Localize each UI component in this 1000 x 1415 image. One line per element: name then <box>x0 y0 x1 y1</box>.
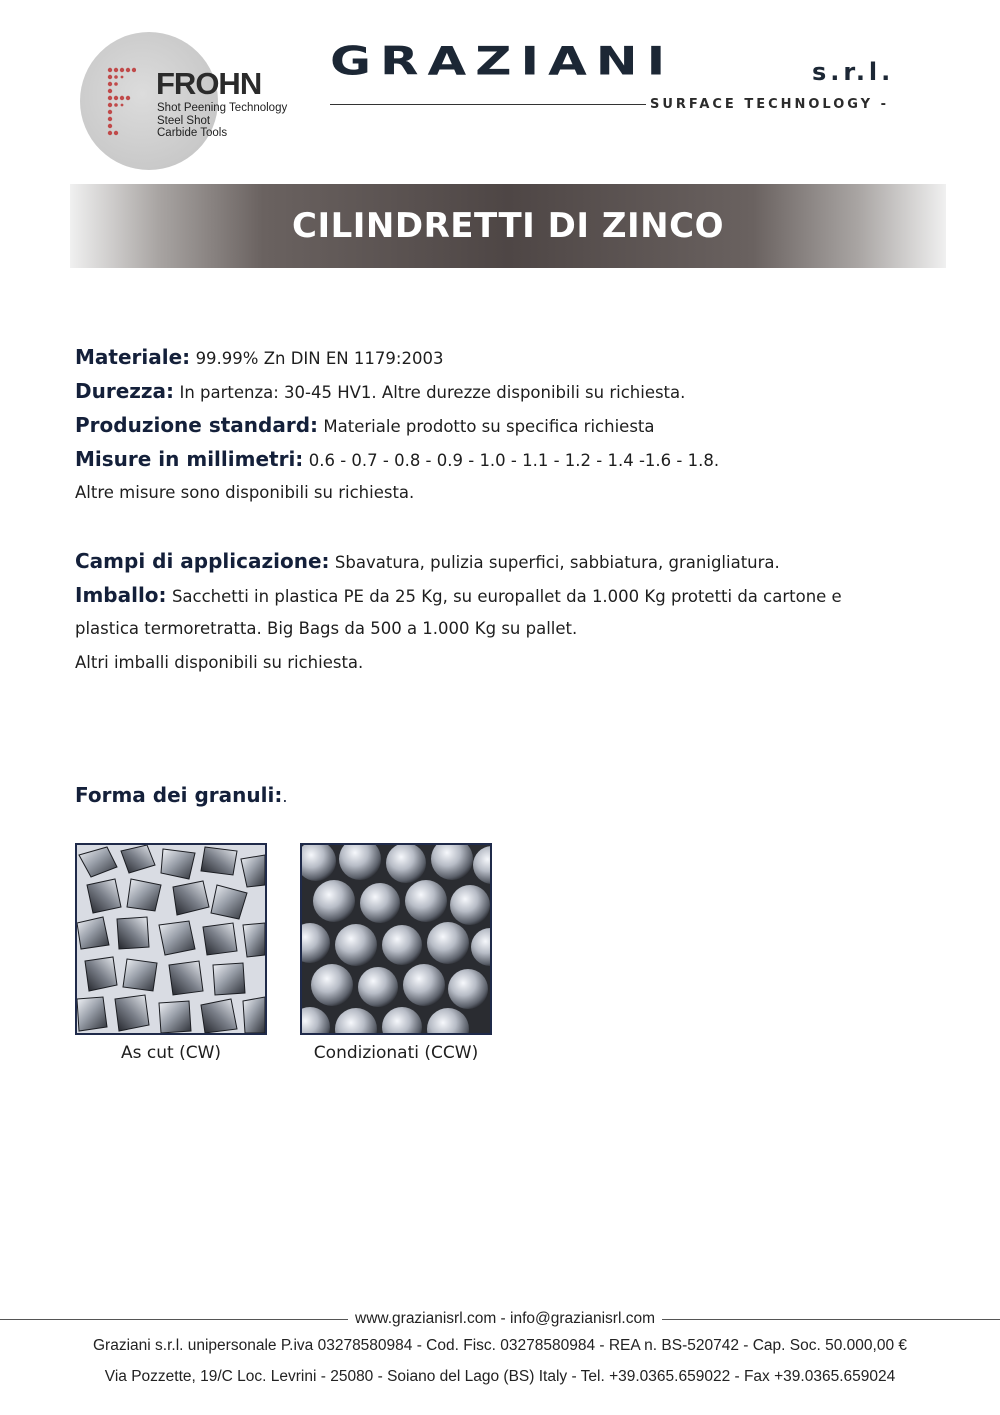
page-title: CILINDRETTI DI ZINCO <box>292 206 724 246</box>
frohn-brand-name: FROHN <box>156 66 262 101</box>
as-cut-image <box>75 843 267 1035</box>
specs-section <box>75 340 955 680</box>
frohn-f-dots-icon <box>106 66 136 138</box>
spec-imballo <box>75 578 955 612</box>
graziani-logo <box>330 38 940 118</box>
forma-label: Forma dei granuli: <box>75 783 283 807</box>
footer-rule-left <box>0 1319 348 1320</box>
spec-value: 99.99% Zn DIN EN 1179:2003 <box>195 349 444 368</box>
spec-value: Sbavatura, pulizia superfici, sabbiatura, granigliatura. <box>334 553 780 572</box>
forma-heading <box>75 778 287 814</box>
spec-label: Campi di applicazione: <box>75 549 330 573</box>
spec-note: Altri imballi disponibili su richiesta. <box>75 653 364 672</box>
as-cut-caption: As cut (CW) <box>120 1043 222 1063</box>
spec-label: Produzione standard: <box>75 413 319 437</box>
spec-imballo-note <box>75 646 955 680</box>
spec-imballo-cont <box>75 612 955 646</box>
footer-address: Via Pozzette, 19/C Loc. Levrini - 25080 - Soiano del Lago (BS) Italy - Tel. +39.0365.659022 - Fax +39.0365.659024 <box>104 1368 896 1385</box>
forma-suffix: . <box>282 787 288 806</box>
graziani-rule <box>330 104 646 105</box>
spec-misure-note <box>75 476 955 510</box>
as-cut-cylinders-image <box>77 845 265 1033</box>
spec-value: 0.6 - 0.7 - 0.8 - 0.9 - 1.0 - 1.1 - 1.2 - 1.4 -1.6 - 1.8. <box>308 451 720 470</box>
spec-misure <box>75 442 955 476</box>
graziani-srl: s.r.l. <box>812 58 895 86</box>
title-banner <box>70 184 946 268</box>
spec-label: Imballo: <box>75 583 167 607</box>
conditioned-image <box>300 843 492 1035</box>
graziani-tagline: SURFACE TECHNOLOGY - <box>650 97 890 112</box>
conditioned-spheres-image <box>302 845 490 1033</box>
spec-label: Materiale: <box>75 345 191 369</box>
footer-company-info: Graziani s.r.l. unipersonale P.iva 03278580984 - Cod. Fisc. 03278580984 - REA n. BS-520742 - Cap. Soc. 50.000,00 € <box>93 1337 907 1354</box>
spec-produzione <box>75 408 955 442</box>
spacer <box>75 510 955 544</box>
spec-materiale <box>75 340 955 374</box>
spec-value-continued: plastica termoretratta. Big Bags da 500 a 1.000 Kg su pallet. <box>75 619 578 638</box>
spec-value: Materiale prodotto su specifica richiesta <box>323 417 655 436</box>
footer-web-email[interactable]: www.grazianisrl.com - info@grazianisrl.com <box>355 1310 655 1327</box>
footer-contacts <box>0 1308 1000 1330</box>
frohn-tagline: Shot Peening Technology Steel Shot Carbide Tools <box>157 102 288 139</box>
spec-label: Durezza: <box>75 379 175 403</box>
footer-rule-right <box>662 1319 1000 1320</box>
spec-value: Sacchetti in plastica PE da 25 Kg, su europallet da 1.000 Kg protetti da cartone e <box>171 587 842 606</box>
spec-note: Altre misure sono disponibili su richiesta. <box>75 483 415 502</box>
spec-label: Misure in millimetri: <box>75 447 304 471</box>
spec-campi <box>75 544 955 578</box>
spec-value: In partenza: 30-45 HV1. Altre durezze disponibili su richiesta. <box>179 383 686 402</box>
graziani-brand-name: GRAZIANI <box>330 38 675 85</box>
spec-durezza <box>75 374 955 408</box>
conditioned-caption: Condizionati (CCW) <box>313 1043 479 1063</box>
frohn-logo <box>80 32 295 172</box>
